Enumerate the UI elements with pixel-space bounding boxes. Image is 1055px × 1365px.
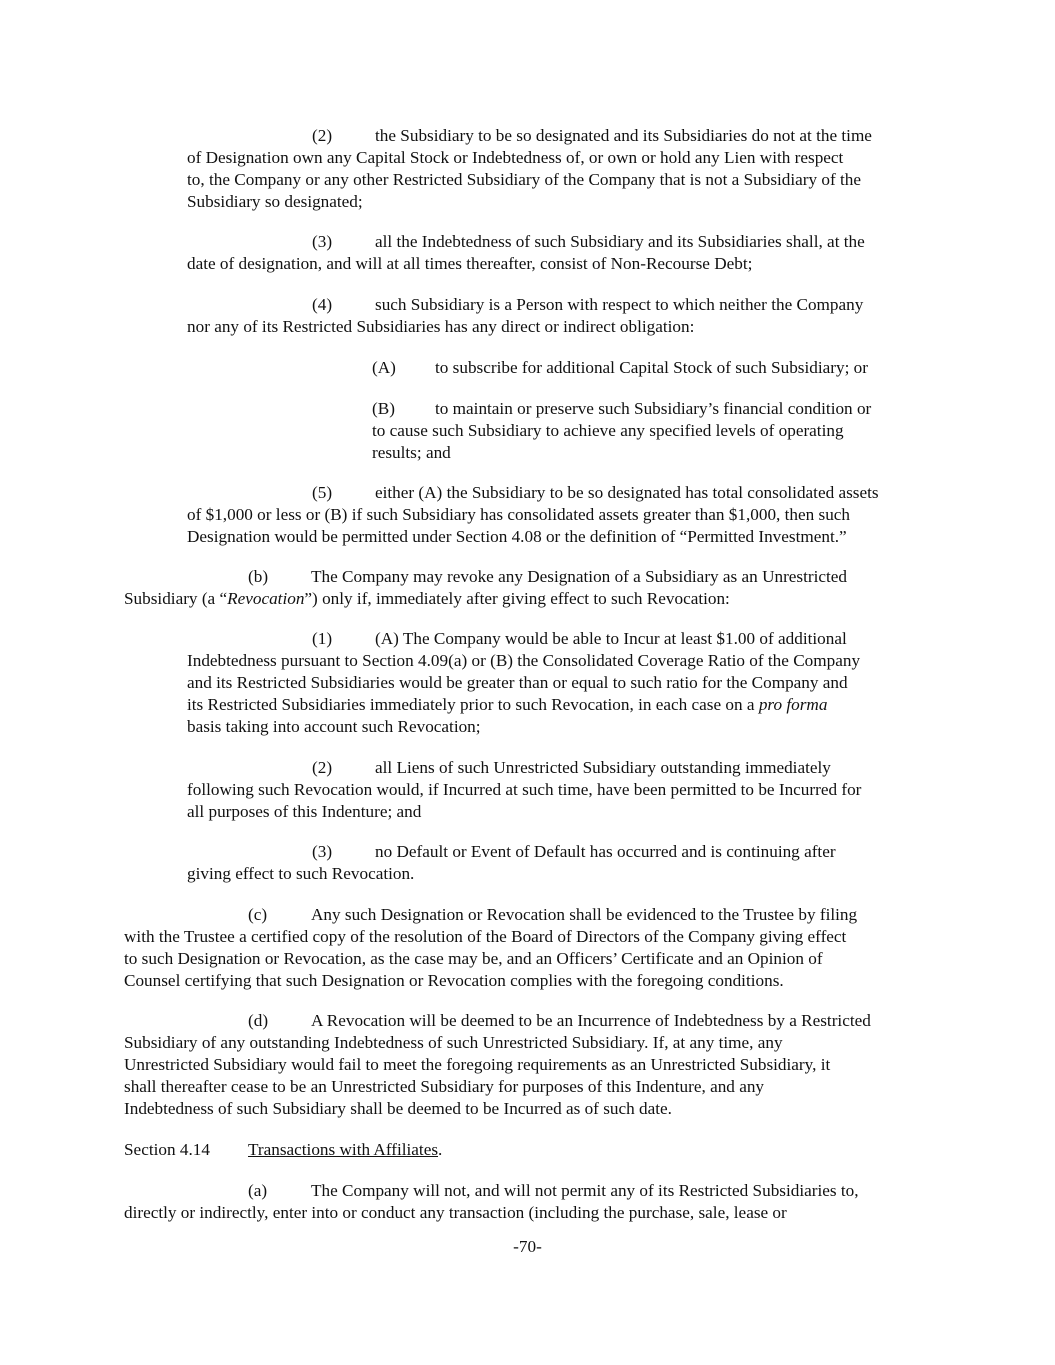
italic-term: pro forma <box>758 695 828 714</box>
clause-number: (c) <box>248 905 268 924</box>
clause-text: Any such Designation or Revocation shall be evidenced to the Trustee by filing <box>311 905 858 924</box>
clause-text: A Revocation will be deemed to be an Incurrence of Indebtedness by a Restricted <box>311 1011 871 1030</box>
clause-b1-line2: Indebtedness pursuant to Section 4.09(a) or (B) the Consolidated Coverage Ratio of the Company <box>187 651 861 670</box>
clause-a5-line1 <box>312 482 932 504</box>
clause-number: (a) <box>248 1181 268 1200</box>
clause-c-line2: with the Trustee a certified copy of the resolution of the Board of Directors of the Company giving effect <box>124 927 847 946</box>
clause-a4B-line2: to cause such Subsidiary to achieve any specified levels of operating <box>372 421 844 440</box>
section-title: Transactions with Affiliates <box>248 1140 439 1159</box>
clause-a2-line4: Subsidiary so designated; <box>187 192 363 211</box>
clause-b1-line5: basis taking into account such Revocation; <box>187 717 481 736</box>
clause-number: (5) <box>312 483 333 502</box>
clause-b1-line1 <box>312 628 932 650</box>
section-number: Section 4.14 <box>124 1140 210 1159</box>
clause-a4B-line3: results; and <box>372 443 451 462</box>
defined-term: Revocation <box>227 589 305 608</box>
clause-text: such Subsidiary is a Person with respect to which neither the Company <box>375 295 864 314</box>
clause-number: (1) <box>312 629 333 648</box>
clause-b-line1 <box>248 566 938 588</box>
clause-a3-line1 <box>312 231 932 253</box>
section-heading <box>124 1139 936 1161</box>
clause-b2-line1 <box>312 757 932 779</box>
clause-number: (2) <box>312 758 333 777</box>
clause-text-pre: its Restricted Subsidiaries immediately prior to such Revocation, in each case on a <box>187 695 759 714</box>
clause-b2-line3: all purposes of this Indenture; and <box>187 802 422 821</box>
clause-b3-line2: giving effect to such Revocation. <box>187 864 415 883</box>
clause-d-line5: Indebtedness of such Subsidiary shall be deemed to be Incurred as of such date. <box>124 1099 672 1118</box>
clause-b1-line4 <box>187 694 935 716</box>
clause-a4-line2: nor any of its Restricted Subsidiaries has any direct or indirect obligation: <box>187 317 695 336</box>
clause-number: (b) <box>248 567 269 586</box>
clause-c-line3: to such Designation or Revocation, as the case may be, and an Officers’ Certificate and an Opinion of <box>124 949 823 968</box>
clause-414a-line2: directly or indirectly, enter into or conduct any transaction (including the purchase, sale, lease or <box>124 1203 787 1222</box>
clause-number: (4) <box>312 295 333 314</box>
section-title-period: . <box>438 1140 443 1159</box>
clause-d-line1 <box>248 1010 938 1032</box>
clause-a4B-line1 <box>372 398 932 420</box>
clause-text-post: ”) only if, immediately after giving effect to such Revocation: <box>304 589 730 608</box>
clause-text: The Company will not, and will not permit any of its Restricted Subsidiaries to, <box>311 1181 859 1200</box>
clause-number: (3) <box>312 842 333 861</box>
clause-text: The Company may revoke any Designation of a Subsidiary as an Unrestricted <box>311 567 848 586</box>
clause-text: no Default or Event of Default has occurred and is continuing after <box>375 842 836 861</box>
clause-a2-line2: of Designation own any Capital Stock or Indebtedness of, or own or hold any Lien with respect <box>187 148 844 167</box>
clause-text: all Liens of such Unrestricted Subsidiary outstanding immediately <box>375 758 831 777</box>
clause-b-line2 <box>124 588 936 610</box>
clause-a2-line3: to, the Company or any other Restricted Subsidiary of the Company that is not a Subsidiary of the <box>187 170 862 189</box>
clause-text: either (A) the Subsidiary to be so designated has total consolidated assets <box>375 483 879 502</box>
clause-a3-line2: date of designation, and will at all times thereafter, consist of Non-Recourse Debt; <box>187 254 753 273</box>
clause-number: (2) <box>312 126 333 145</box>
clause-text: all the Indebtedness of such Subsidiary and its Subsidiaries shall, at the <box>375 232 865 251</box>
page-number: -70- <box>513 1237 542 1256</box>
clause-c-line4: Counsel certifying that such Designation or Revocation complies with the foregoing conditions. <box>124 971 784 990</box>
clause-d-line2: Subsidiary of any outstanding Indebtedness of such Unrestricted Subsidiary. If, at any time, any <box>124 1033 783 1052</box>
clause-text-pre: Subsidiary (a “ <box>124 589 228 608</box>
clause-c-line1 <box>248 904 938 926</box>
clause-text: (A) The Company would be able to Incur at least $1.00 of additional <box>375 629 847 648</box>
clause-a4-line1 <box>312 294 932 316</box>
clause-a5-line2: of $1,000 or less or (B) if such Subsidiary has consolidated assets greater than $1,000, then such <box>187 505 851 524</box>
clause-414a-line1 <box>248 1180 938 1202</box>
clause-a2-line1 <box>312 125 932 147</box>
clause-number: (3) <box>312 232 333 251</box>
clause-number: (B) <box>372 399 395 418</box>
clause-a5-line3: Designation would be permitted under Section 4.08 or the definition of “Permitted Investment.” <box>187 527 847 546</box>
clause-text: to subscribe for additional Capital Stock of such Subsidiary; or <box>435 358 868 377</box>
clause-b1-line3: and its Restricted Subsidiaries would be greater than or equal to such ratio for the Company and <box>187 673 848 692</box>
clause-number: (d) <box>248 1011 269 1030</box>
clause-d-line4: shall thereafter cease to be an Unrestricted Subsidiary for purposes of this Indenture, and any <box>124 1077 765 1096</box>
clause-a4A <box>372 357 932 379</box>
clause-text: to maintain or preserve such Subsidiary’s financial condition or <box>435 399 872 418</box>
clause-b2-line2: following such Revocation would, if Incurred at such time, have been permitted to be Incurred for <box>187 780 862 799</box>
clause-b3-line1 <box>312 841 932 863</box>
clause-text: the Subsidiary to be so designated and its Subsidiaries do not at the time <box>375 126 872 145</box>
clause-number: (A) <box>372 358 396 377</box>
clause-d-line3: Unrestricted Subsidiary would fail to meet the foregoing requirements as an Unrestricted Subsidiary, it <box>124 1055 831 1074</box>
